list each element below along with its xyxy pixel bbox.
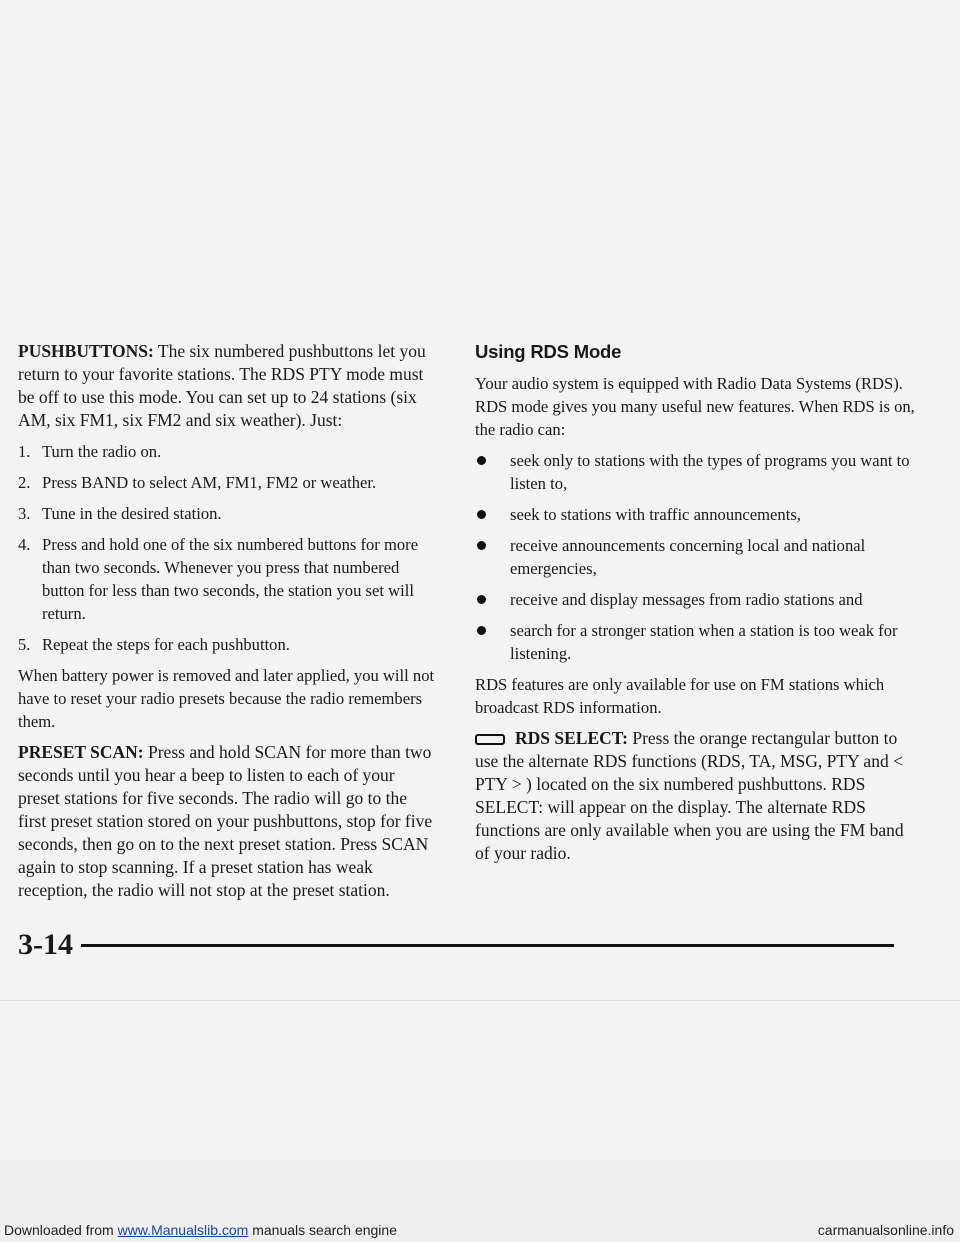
step-number: 2. [18,473,31,492]
step-number: 3. [18,504,31,523]
left-column [18,340,438,910]
footer-divider [18,944,894,947]
bullet-icon [477,456,486,465]
step-text: Press BAND to select AM, FM1, FM2 or weather. [42,473,377,492]
rds-features-list [475,449,915,665]
step-number: 4. [18,535,31,554]
watermark-prefix: Downloaded from [4,1222,114,1238]
list-item-text: search for a stronger station when a station is too weak for listening. [510,621,898,663]
download-watermark [4,1222,397,1238]
preset-scan-paragraph [18,741,438,902]
list-item-text: seek to stations with traffic announcements, [510,505,801,524]
rds-select-heading: RDS SELECT: [515,728,628,748]
step-item [18,502,438,525]
list-item [475,619,915,665]
step-text: Tune in the desired station. [42,504,222,523]
list-item [475,534,915,580]
list-item [475,588,915,611]
bullet-icon [477,595,486,604]
pushbuttons-heading: PUSHBUTTONS: [18,341,154,361]
rds-intro-paragraph: Your audio system is equipped with Radio Data Systems (RDS). RDS mode gives you many useful new features. When RDS is on, the radio can: [475,374,915,439]
list-item [475,449,915,495]
battery-paragraph: When battery power is removed and later applied, you will not have to reset your radio presets because the radio remembers them. [18,666,435,731]
step-item [18,533,438,625]
page-number: 3-14 [18,928,81,962]
watermark-suffix: manuals search engine [252,1222,397,1238]
rectangular-button-icon [475,734,505,745]
step-text: Turn the radio on. [42,442,162,461]
pushbuttons-text: The six numbered pushbuttons let you return to your favorite stations. The RDS PTY mode must be off to use this mode. You can set up to 24 stations (six AM, six FM1, six FM2 and six weather). Just: [18,341,426,430]
list-item [475,503,915,526]
pushbuttons-paragraph [18,340,438,432]
list-item-text: receive and display messages from radio stations and [510,590,863,609]
step-item [18,440,438,463]
bullet-icon [477,541,486,550]
rds-select-paragraph [475,727,915,865]
setup-steps-list [18,440,438,656]
step-number: 1. [18,442,31,461]
step-number: 5. [18,635,31,654]
step-text: Press and hold one of the six numbered buttons for more than two seconds. Whenever you press that numbered button for less than two seconds, the station you set will return. [42,535,419,623]
preset-scan-text: Press and hold SCAN for more than two seconds until you hear a beep to listen to each of your preset stations for five seconds. The radio will go to the first preset station stored on your pushbuttons, stop for five seconds, then go on to the next preset station. Press SCAN again to stop scanning. If a preset station has weak reception, the radio will not stop at the preset station. [18,742,433,900]
bullet-icon [477,626,486,635]
list-item-text: seek only to stations with the types of programs you want to listen to, [510,451,910,493]
list-item-text: receive announcements concerning local and national emergencies, [510,536,866,578]
right-column [475,340,915,873]
step-item [18,633,438,656]
site-watermark: carmanualsonline.info [817,1222,954,1238]
fm-stations-paragraph: RDS features are only available for use on FM stations which broadcast RDS information. [475,675,885,717]
scan-divider [0,1000,960,1001]
rds-mode-heading: Using RDS Mode [475,341,622,362]
step-item [18,471,438,494]
rds-select-text: Press the orange rectangular button to use the alternate RDS functions (RDS, TA, MSG, PTY and < PTY > ) located on the six numbered pushbuttons. RDS SELECT: will appear on the display. The alternate RDS functions are only available when you are using the FM band of your radio. [475,728,904,863]
step-text: Repeat the steps for each pushbutton. [42,635,290,654]
manualslib-link[interactable]: www.Manualslib.com [117,1222,249,1238]
bullet-icon [477,510,486,519]
preset-scan-heading: PRESET SCAN: [18,742,144,762]
